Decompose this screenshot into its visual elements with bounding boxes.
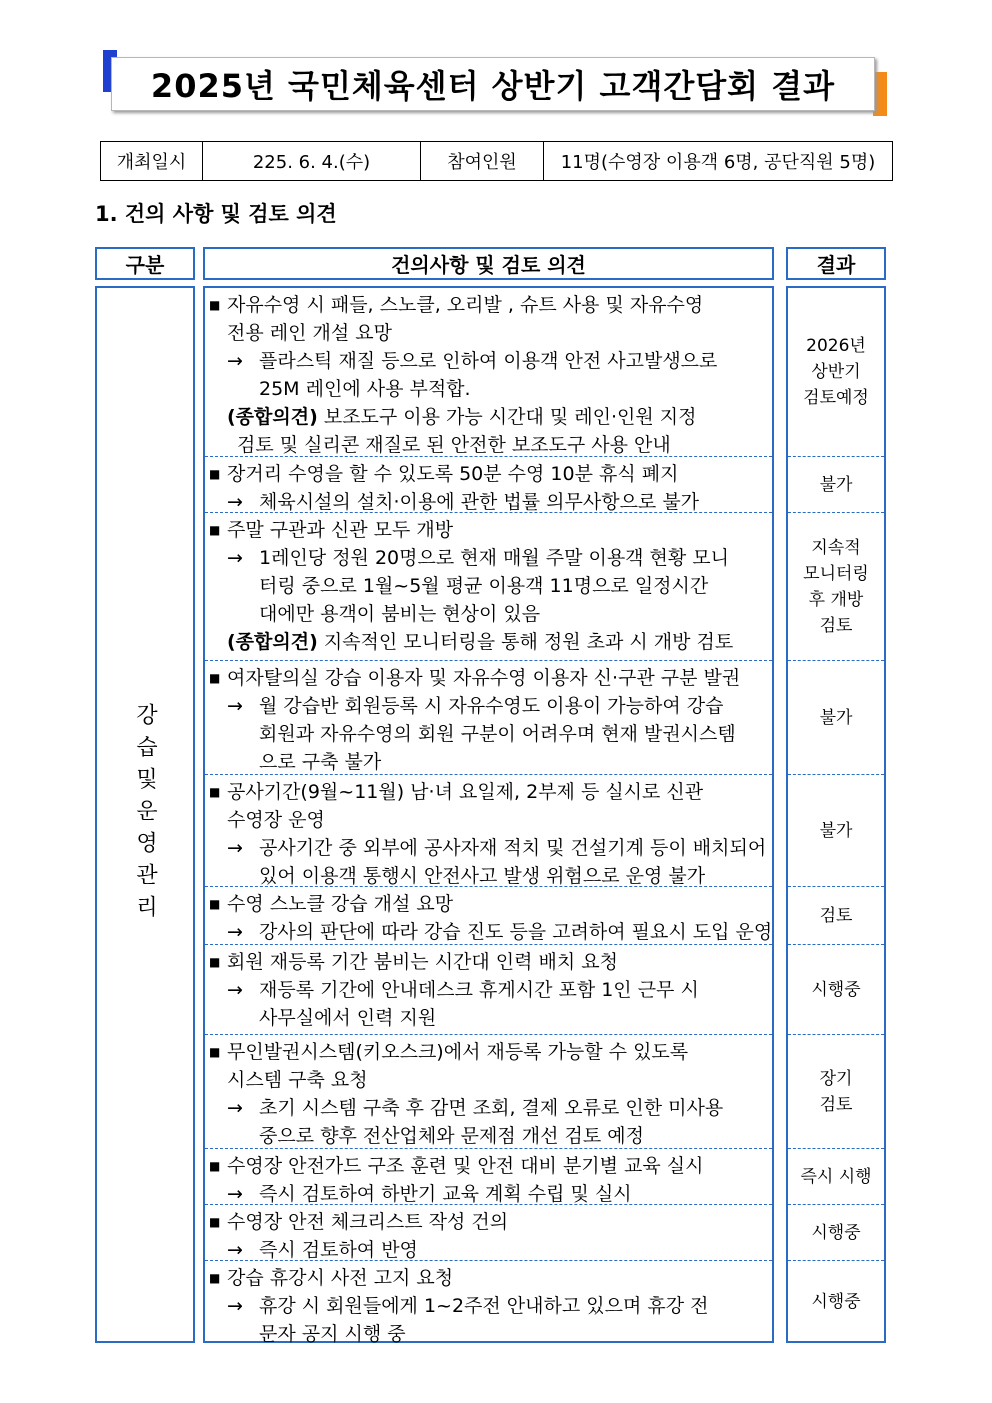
people-value: 11명(수영장 이용객 6명, 공단직원 5명) <box>560 152 876 173</box>
suggestion-text: 장거리 수영을 할 수 있도록 50분 수영 10분 휴식 폐지 <box>227 463 679 485</box>
bullet-icon: ■ <box>209 1215 221 1229</box>
table-row <box>205 886 772 944</box>
response-text: 즉시 검토하여 하반기 교육 계획 수립 및 실시 <box>259 1183 632 1205</box>
suggestion-text: 공사기간(9월~11월) 남·녀 요일제, 2부제 등 실시로 신관 <box>227 781 704 803</box>
list-item <box>205 661 772 776</box>
result-column <box>786 286 886 1343</box>
response-line <box>209 600 766 628</box>
section-heading: 1. 건의 사항 및 검토 의견 <box>95 202 337 226</box>
bullet-icon: ■ <box>209 897 221 911</box>
table-row <box>205 512 772 660</box>
suggestion-text: 수영장 안전가드 구조 훈련 및 안전 대비 분기별 교육 실시 <box>227 1155 704 1177</box>
arrow-icon: → <box>227 979 243 1001</box>
response-line <box>209 544 766 572</box>
page-title: 2025년 국민체육센터 상반기 고객간담회 결과 <box>111 57 875 111</box>
table-row <box>205 288 772 456</box>
response-line <box>209 1004 766 1032</box>
bullet-icon: ■ <box>209 955 221 969</box>
table-row <box>205 1148 772 1204</box>
suggestion-line <box>209 664 766 692</box>
suggestion-text: 회원 재등록 기간 붐비는 시간대 인력 배치 요청 <box>227 951 619 973</box>
table-row <box>205 1204 772 1260</box>
arrow-icon: → <box>227 547 243 569</box>
suggestion-line <box>209 1038 766 1066</box>
response-text: 월 강습반 회원등록 시 자유수영도 이용이 가능하여 강습 <box>259 695 724 717</box>
response-text: 사무실에서 인력 지원 <box>259 1007 437 1029</box>
suggestion-text: 수영장 안전 체크리스트 작성 건의 <box>227 1211 509 1233</box>
result-cell: 검토 <box>788 886 884 944</box>
category-cell <box>95 286 195 1343</box>
date-value: 225. 6. 4.(수) <box>203 142 421 180</box>
suggestion-text: 주말 구관과 신관 모두 개방 <box>227 519 454 541</box>
response-text: 1레인당 정원 20명으로 현재 매월 주말 이용객 현황 모니 <box>259 547 730 569</box>
opinion-label: (종합의견) <box>227 631 318 653</box>
list-item <box>205 887 772 946</box>
suggestion-text: 시스템 구축 요청 <box>227 1069 368 1091</box>
response-text: 플라스틱 재질 등으로 인하여 이용객 안전 사고발생으로 <box>259 350 718 372</box>
title-banner <box>103 50 887 116</box>
list-item <box>205 1035 772 1150</box>
suggestion-text: 전용 레인 개설 요망 <box>227 322 392 344</box>
arrow-icon: → <box>227 350 243 372</box>
arrow-icon: → <box>227 1183 243 1205</box>
arrow-icon: → <box>227 1295 243 1317</box>
response-text: 공사기간 중 외부에 공사자재 적치 및 건설기계 등이 배치되어 <box>259 837 767 859</box>
suggestion-line <box>209 1264 766 1292</box>
meeting-info-table <box>100 141 893 181</box>
bullet-icon: ■ <box>209 671 221 685</box>
header-content: 건의사항 및 검토 의견 <box>203 247 774 280</box>
suggestion-line <box>209 806 766 834</box>
suggestion-text: 수영장 운영 <box>227 809 325 831</box>
suggestion-text: 수영 스노클 강습 개설 요망 <box>227 893 454 915</box>
opinion-label: (종합의견) <box>227 406 318 428</box>
table-row <box>205 456 772 512</box>
arrow-icon: → <box>227 837 243 859</box>
result-cell: 시행중 <box>788 1260 884 1343</box>
list-item <box>205 945 772 1032</box>
banner-orange-accent <box>873 72 887 116</box>
response-line <box>209 976 766 1004</box>
opinion-line <box>209 403 766 431</box>
response-text: 체육시설의 설치·이용에 관한 법률 의무사항으로 불가 <box>259 491 700 513</box>
date-label: 개최일시 <box>101 142 203 180</box>
response-line <box>209 1292 766 1320</box>
table-row <box>205 1260 772 1343</box>
response-text: 대에만 용객이 붐비는 현상이 있음 <box>259 603 541 625</box>
result-cell: 불가 <box>788 456 884 512</box>
bullet-icon: ■ <box>209 1045 221 1059</box>
response-line <box>209 748 766 776</box>
suggestion-line <box>209 516 766 544</box>
table-row <box>205 660 772 774</box>
response-text: 으로 구축 불가 <box>259 751 382 773</box>
suggestion-line <box>209 890 766 918</box>
response-text: 즉시 검토하여 반영 <box>259 1239 418 1261</box>
suggestion-line <box>209 1066 766 1094</box>
suggestion-line <box>209 948 766 976</box>
content-column <box>203 286 774 1343</box>
bullet-icon: ■ <box>209 467 221 481</box>
response-text: 터링 중으로 1월~5월 평균 이용객 11명으로 일정시간 <box>259 575 709 597</box>
opinion-text: 지속적인 모니터링을 통해 정원 초과 시 개방 검토 <box>323 631 734 653</box>
arrow-icon: → <box>227 1097 243 1119</box>
result-cell: 불가 <box>788 660 884 774</box>
suggestion-line <box>209 1208 766 1236</box>
opinion-text: 검토 및 실리콘 재질로 된 안전한 보조도구 사용 안내 <box>237 434 671 456</box>
response-text: 재등록 기간에 안내데스크 휴게시간 포함 1인 근무 시 <box>259 979 699 1001</box>
suggestion-text: 자유수영 시 패들, 스노클, 오리발 , 슈트 사용 및 자유수영 <box>227 294 704 316</box>
response-line <box>209 347 766 375</box>
response-text: 초기 시스템 구축 후 감면 조회, 결제 오류로 인한 미사용 <box>259 1097 724 1119</box>
result-cell: 장기 검토 <box>788 1034 884 1148</box>
result-cell: 시행중 <box>788 1204 884 1260</box>
suggestion-line <box>209 291 766 319</box>
response-text: 휴강 시 회원들에게 1~2주전 안내하고 있으며 휴강 전 <box>259 1295 709 1317</box>
arrow-icon: → <box>227 921 243 943</box>
list-item <box>205 1261 772 1348</box>
arrow-icon: → <box>227 491 243 513</box>
list-item <box>205 288 772 459</box>
people-label: 참여인원 <box>421 142 544 180</box>
bullet-icon: ■ <box>209 298 221 312</box>
response-line <box>209 1320 766 1348</box>
result-cell: 불가 <box>788 774 884 886</box>
result-cell: 시행중 <box>788 944 884 1034</box>
table-row <box>205 1034 772 1148</box>
table-row <box>205 944 772 1034</box>
opinion-line <box>209 431 766 459</box>
response-line <box>209 1122 766 1150</box>
result-cell: 즉시 시행 <box>788 1148 884 1204</box>
list-item <box>205 513 772 656</box>
suggestion-line <box>209 460 766 488</box>
response-line <box>209 720 766 748</box>
response-text: 중으로 향후 전산업체와 문제점 개선 검토 예정 <box>259 1125 644 1147</box>
opinion-line <box>209 628 766 656</box>
suggestion-line <box>209 1152 766 1180</box>
response-line <box>209 1094 766 1122</box>
response-text: 회원과 자유수영의 회원 구분이 어려우며 현재 발권시스템 <box>259 723 736 745</box>
response-line <box>209 692 766 720</box>
response-text: 문자 공지 시행 중 <box>259 1323 406 1345</box>
suggestion-line <box>209 778 766 806</box>
bullet-icon: ■ <box>209 523 221 537</box>
response-line <box>209 834 766 862</box>
category-label: 강습및운영관리 <box>132 702 158 927</box>
suggestion-text: 무인발권시스템(키오스크)에서 재등록 가능할 수 있도록 <box>227 1041 689 1063</box>
response-line <box>209 918 773 946</box>
header-category: 구분 <box>95 247 195 280</box>
suggestion-text: 강습 휴강시 사전 고지 요청 <box>227 1267 454 1289</box>
bullet-icon: ■ <box>209 1159 221 1173</box>
list-item <box>205 1205 772 1264</box>
opinion-text: 보조도구 이용 가능 시간대 및 레인·인원 지정 <box>323 406 697 428</box>
arrow-icon: → <box>227 695 243 717</box>
bullet-icon: ■ <box>209 785 221 799</box>
table-row <box>205 774 772 886</box>
list-item <box>205 457 772 516</box>
response-text: 강사의 판단에 따라 강습 진도 등을 고려하여 필요시 도입 운영 <box>259 921 773 943</box>
suggestion-text: 여자탈의실 강습 이용자 및 자유수영 이용자 신·구관 구분 발권 <box>227 667 741 689</box>
response-line <box>209 375 766 403</box>
response-text: 25M 레인에 사용 부적합. <box>259 378 471 400</box>
suggestion-line <box>209 319 766 347</box>
response-text: 있어 이용객 통행시 안전사고 발생 위험으로 운영 불가 <box>259 865 706 887</box>
result-cell: 2026년 상반기 검토예정 <box>803 336 869 408</box>
bullet-icon: ■ <box>209 1271 221 1285</box>
header-result: 결과 <box>786 247 886 280</box>
response-line <box>209 572 766 600</box>
arrow-icon: → <box>227 1239 243 1261</box>
result-cell: 지속적 모니터링 후 개방 검토 <box>788 512 884 660</box>
list-item <box>205 1149 772 1208</box>
list-item <box>205 775 772 890</box>
